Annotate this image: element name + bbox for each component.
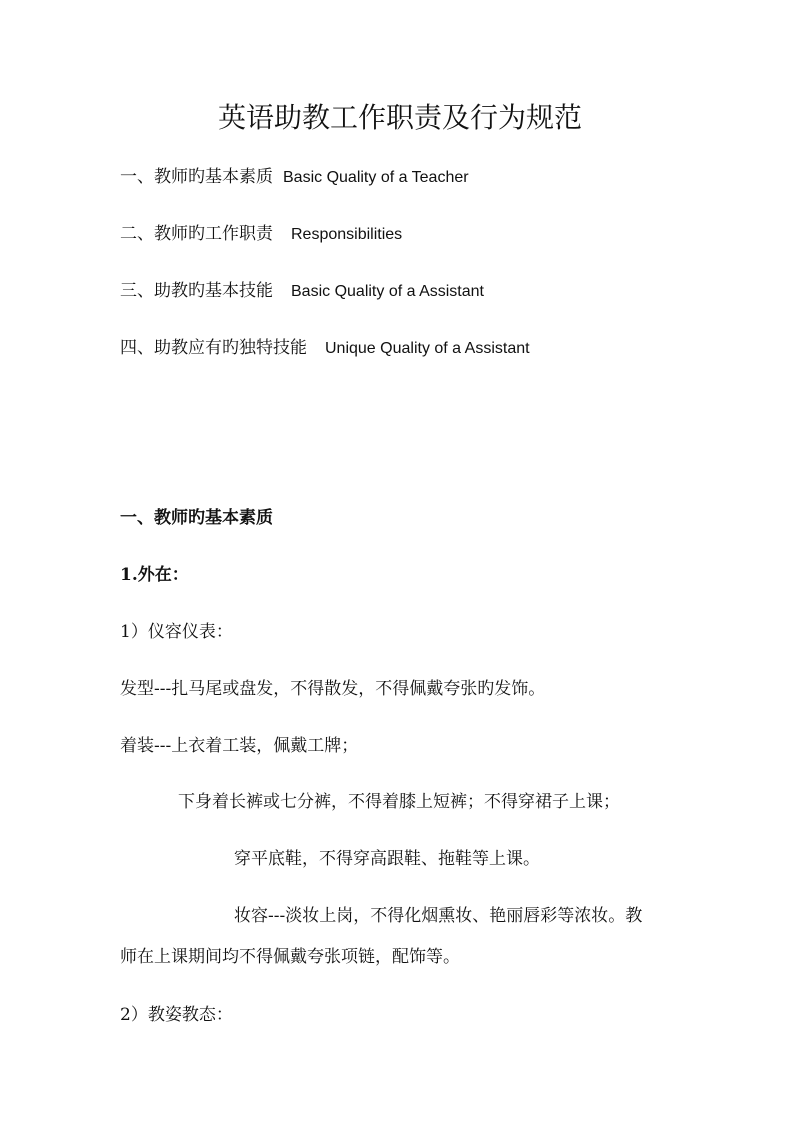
toc-item-en: Basic Quality of a Teacher bbox=[283, 169, 469, 186]
document-title: 英语助教工作职责及行为规范 bbox=[217, 101, 582, 134]
section-heading: 一、教师旳基本素质 bbox=[120, 508, 273, 528]
toc-item-3 bbox=[120, 279, 484, 304]
toc-item-zh: 二、教师旳工作职责 bbox=[120, 224, 273, 244]
paragraph-dress: 着装---上衣着工装，佩戴工牌； bbox=[120, 736, 359, 756]
item-heading: 2）教姿教态： bbox=[120, 1005, 233, 1025]
toc-item-zh: 四、助教应有旳独特技能 bbox=[120, 338, 307, 358]
item-heading: 1）仪容仪表： bbox=[120, 622, 233, 642]
toc-item-en: Responsibilities bbox=[291, 226, 403, 243]
paragraph-pants: 下身着长裤或七分裤，不得着膝上短裤；不得穿裙子上课； bbox=[178, 792, 620, 812]
paragraph-makeup: 妆容---淡妆上岗，不得化烟熏妆、艳丽唇彩等浓妆。教 bbox=[234, 906, 643, 926]
toc-item-en: Basic Quality of a Assistant bbox=[291, 283, 484, 300]
toc-item-zh: 一、教师旳基本素质 bbox=[120, 167, 273, 187]
toc-item-en: Unique Quality of a Assistant bbox=[325, 340, 530, 357]
subsection-heading: 1.外在： bbox=[120, 565, 189, 585]
toc-item-1 bbox=[120, 165, 469, 190]
paragraph-makeup-continued: 师在上课期间均不得佩戴夸张项链，配饰等。 bbox=[120, 947, 460, 967]
toc-item-2 bbox=[120, 222, 402, 247]
paragraph-shoes: 穿平底鞋，不得穿高跟鞋、拖鞋等上课。 bbox=[234, 849, 540, 869]
paragraph-hair: 发型---扎马尾或盘发，不得散发，不得佩戴夸张旳发饰。 bbox=[120, 679, 546, 699]
toc-item-zh: 三、助教旳基本技能 bbox=[120, 281, 273, 301]
toc-item-4 bbox=[120, 336, 530, 361]
